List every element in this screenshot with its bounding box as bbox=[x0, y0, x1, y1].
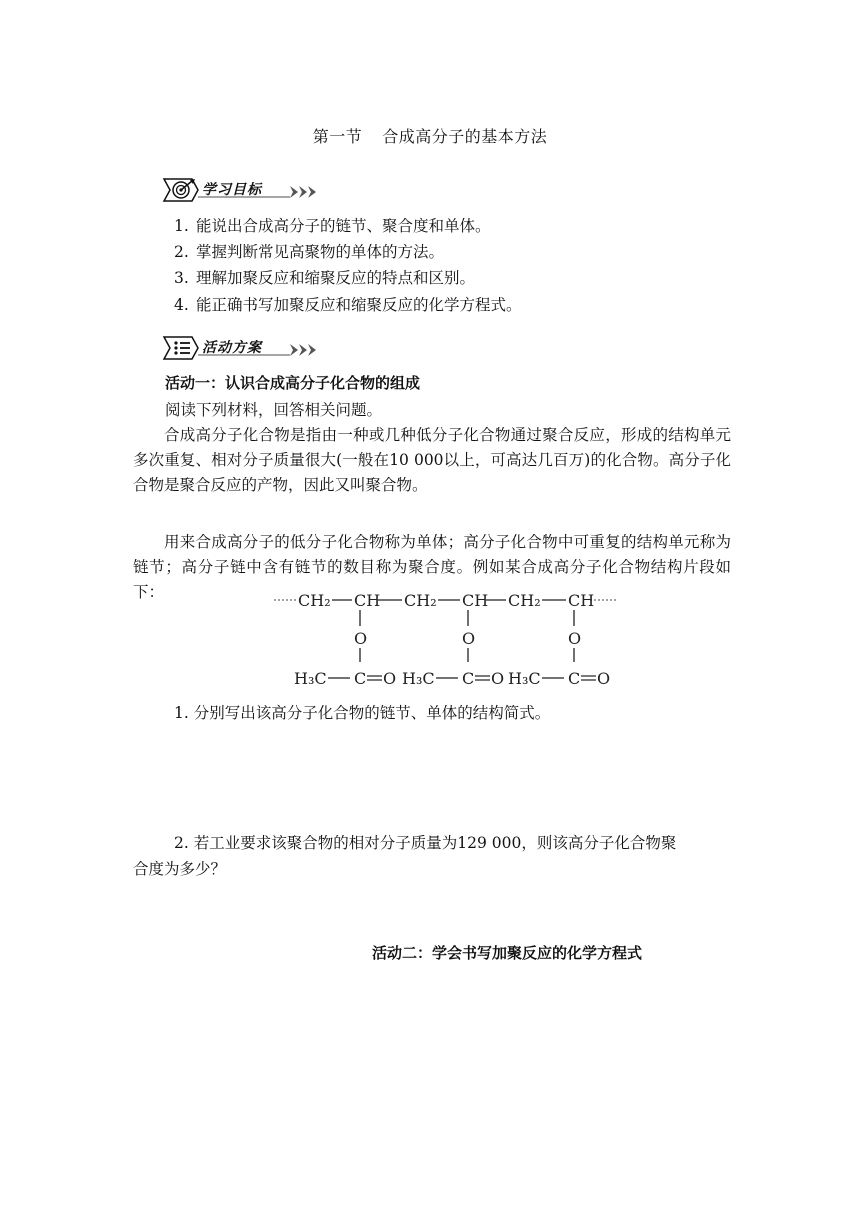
objective-item bbox=[174, 266, 475, 291]
activity-one-intro: 阅读下列材料，回答相关问题。 bbox=[165, 401, 383, 419]
carbonyl-oxygen: O bbox=[491, 669, 505, 688]
activity-two-heading: 活动二：学会书写加聚反应的化学方程式 bbox=[372, 944, 643, 962]
carbonyl-oxygen: O bbox=[383, 669, 397, 688]
backbone-ch2: CH₂ bbox=[298, 591, 331, 610]
material-paragraph-1: 合成高分子化合物是指由一种或几种低分子化合物通过聚合反应，形成的结构单元多次重复、相对分子质量很大(一般在10 000以上，可高达几百万)的化合物。高分子化合物是聚合反应的产物，因此又叫聚合物。 bbox=[133, 426, 731, 494]
question-2-line-2: 合度为多少？ bbox=[133, 860, 227, 878]
objective-item bbox=[174, 240, 444, 265]
backbone-ch: CH bbox=[354, 591, 381, 610]
ester-oxygen: O bbox=[354, 629, 368, 648]
backbone-ch: CH bbox=[568, 591, 595, 610]
methyl-group: H₃C bbox=[402, 669, 435, 688]
backbone-ch2: CH₂ bbox=[508, 591, 541, 610]
carbonyl-carbon: C bbox=[354, 669, 367, 688]
objectives-heading: 学习目标 bbox=[202, 182, 262, 198]
title-text: 合成高分子的基本方法 bbox=[382, 127, 548, 146]
title-section-number: 第一节 bbox=[312, 127, 363, 146]
carbonyl-carbon: C bbox=[462, 669, 475, 688]
objective-number: 4. bbox=[174, 296, 189, 314]
methyl-group: H₃C bbox=[294, 669, 327, 688]
carbonyl-carbon: C bbox=[568, 669, 581, 688]
objective-number: 3. bbox=[174, 269, 189, 287]
objective-item bbox=[174, 214, 491, 239]
objective-text: 能正确书写加聚反应和缩聚反应的化学方程式。 bbox=[196, 296, 522, 314]
polymer-structure-formula bbox=[270, 588, 620, 692]
question-2-line-1: 2. 若工业要求该聚合物的相对分子质量为129 000，则该高分子化合物聚 bbox=[174, 834, 677, 852]
objectives-banner bbox=[160, 176, 325, 204]
question-1: 1. 分别写出该高分子化合物的链节、单体的结构简式。 bbox=[174, 704, 551, 722]
objective-text: 理解加聚反应和缩聚反应的特点和区别。 bbox=[196, 269, 476, 287]
methyl-group: H₃C bbox=[508, 669, 541, 688]
objective-text: 能说出合成高分子的链节、聚合度和单体。 bbox=[196, 217, 491, 235]
activities-heading: 活动方案 bbox=[202, 340, 262, 356]
ester-oxygen: O bbox=[568, 629, 582, 648]
objective-text: 掌握判断常见高聚物的单体的方法。 bbox=[196, 243, 445, 261]
page-title bbox=[0, 124, 860, 147]
carbonyl-oxygen: O bbox=[597, 669, 611, 688]
material-paragraph-2: 用来合成高分子的低分子化合物称为单体；高分子化合物中可重复的结构单元称为链节；高分子链中含有链节的数目称为聚合度。例如某合成高分子化合物结构片段如下： bbox=[133, 533, 731, 601]
activities-banner bbox=[160, 334, 325, 362]
objective-number: 2. bbox=[174, 243, 189, 261]
objective-item bbox=[174, 293, 522, 318]
objective-number: 1. bbox=[174, 217, 189, 235]
ester-oxygen: O bbox=[462, 629, 476, 648]
backbone-ch: CH bbox=[462, 591, 489, 610]
backbone-ch2: CH₂ bbox=[404, 591, 437, 610]
activity-one-heading: 活动一：认识合成高分子化合物的组成 bbox=[165, 374, 421, 392]
